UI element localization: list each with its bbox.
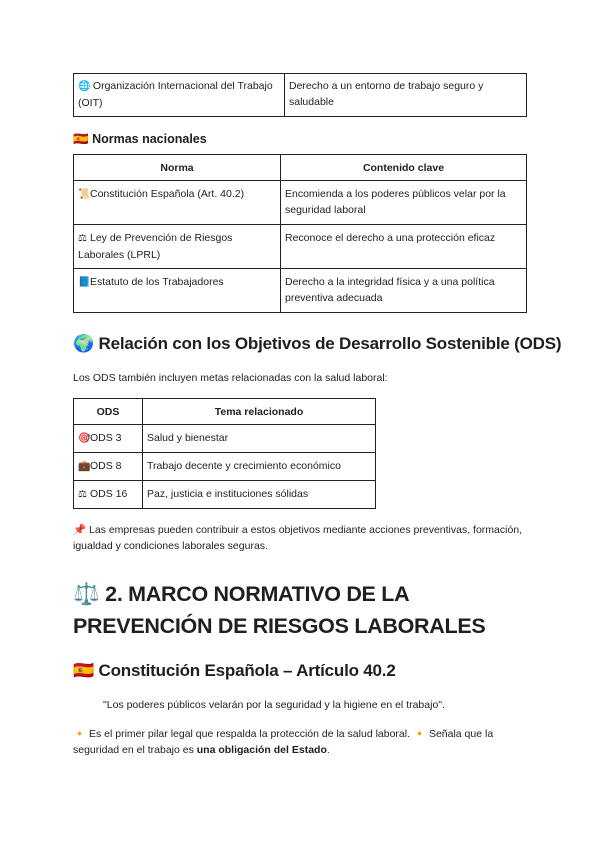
column-header-tema: Tema relacionado bbox=[143, 399, 376, 425]
blue-book-icon: 📘 bbox=[78, 277, 91, 288]
spain-flag-icon: 🇪🇸 bbox=[73, 132, 89, 146]
table-row: 💼ODS 8 Trabajo decente y crecimiento económico bbox=[74, 453, 376, 481]
scroll-icon: 📜 bbox=[78, 189, 91, 200]
table-row: 📘Estatuto de los Trabajadores Derecho a la integridad física y a una política preventiva adecuada bbox=[74, 269, 527, 313]
table-row: ⚖ ODS 16 Paz, justicia e instituciones sólidas bbox=[74, 481, 376, 509]
table-header-row bbox=[74, 155, 527, 181]
scales-icon: ⚖️ bbox=[73, 582, 100, 606]
table-header-row bbox=[74, 399, 376, 425]
table-row: ⚖ Ley de Prevención de Riesgos Laborales (LPRL) Reconoce el derecho a una protección eficaz bbox=[74, 225, 527, 269]
constitucion-heading: 🇪🇸 Constitución Española – Artículo 40.2 bbox=[73, 661, 396, 680]
constitucion-quote: "Los poderes públicos velarán por la seguridad y la higiene en el trabajo". bbox=[103, 699, 445, 711]
normas-nacionales-heading: 🇪🇸 Normas nacionales bbox=[73, 132, 207, 146]
column-header-ods: ODS bbox=[74, 399, 143, 425]
column-header-contenido: Contenido clave bbox=[281, 155, 527, 181]
ods-intro: Los ODS también incluyen metas relacionadas con la salud laboral: bbox=[73, 372, 388, 384]
normas-nacionales-table bbox=[73, 154, 527, 313]
scales-icon: ⚖ bbox=[78, 489, 87, 500]
ods-note: 📌 Las empresas pueden contribuir a estos objetivos mediante acciones preventivas, formación, igualdad y condiciones laborales seguras. bbox=[73, 524, 523, 552]
pushpin-icon: 📌 bbox=[73, 524, 87, 536]
briefcase-icon: 💼 bbox=[78, 461, 91, 472]
contenido-cell: Derecho a un entorno de trabajo seguro y saludable bbox=[285, 74, 527, 117]
constitucion-paragraph: 🔸 Es el primer pilar legal que respalda la protección de la salud laboral. 🔸 Señala que la seguridad en el trabajo es una obligación del Estado. bbox=[73, 728, 494, 756]
ods-heading: 🌍 Relación con los Objetivos de Desarrollo Sostenible (ODS) bbox=[73, 334, 562, 353]
spain-flag-icon: 🇪🇸 bbox=[73, 661, 94, 680]
marco-normativo-heading: ⚖️ 2. MARCO NORMATIVO DE LA PREVENCIÓN DE RIESGOS LABORALES bbox=[73, 582, 486, 638]
target-icon: 🎯 bbox=[78, 433, 91, 444]
globe-icon: 🌍 bbox=[73, 334, 94, 353]
globe-icon: 🌐 bbox=[78, 81, 91, 92]
ods-table bbox=[73, 398, 376, 509]
table-row: 🎯ODS 3 Salud y bienestar bbox=[74, 425, 376, 453]
norma-cell: 🌐 Organización Internacional del Trabajo (OIT) bbox=[74, 74, 285, 117]
orange-diamond-icon: 🔸 bbox=[73, 728, 87, 740]
table-row: 📜Constitución Española (Art. 40.2) Encomienda a los poderes públicos velar por la seguridad laboral bbox=[74, 181, 527, 225]
column-header-norma: Norma bbox=[74, 155, 281, 181]
scales-icon: ⚖ bbox=[78, 233, 87, 244]
table-row bbox=[74, 74, 527, 117]
orange-diamond-icon: 🔸 bbox=[412, 728, 427, 740]
oit-table bbox=[73, 73, 527, 117]
